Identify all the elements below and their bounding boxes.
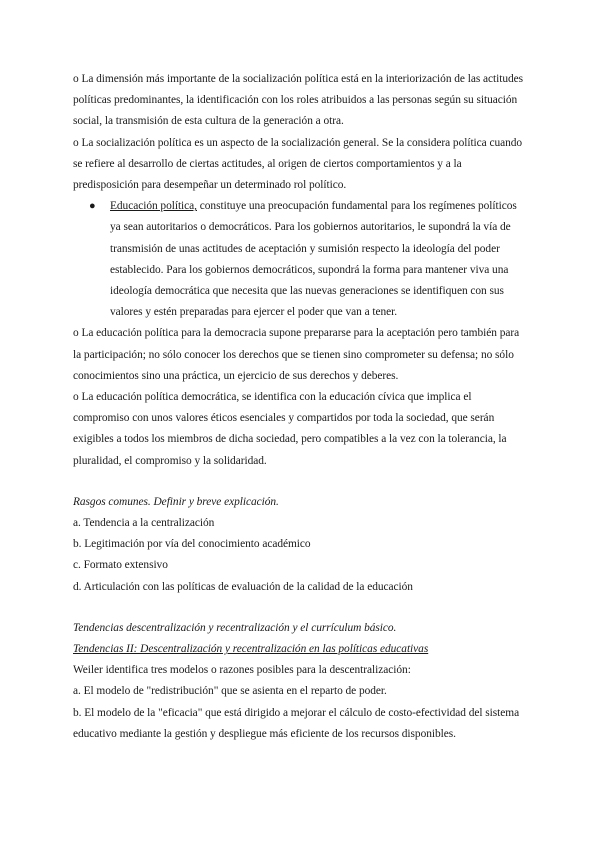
paragraph-democracy-education: o La educación política para la democracia supone prepararse para la aceptación pero también para la participación; no sólo conocer los derechos que se tienen sino comprometer su defensa; no sólo conocimientos sino una práctica, un ejercicio de sus derechos y deberes. <box>73 327 520 382</box>
paragraph-weiler-intro: Weiler identifica tres modelos o razones posibles para la descentralización: <box>73 664 411 677</box>
list-item: b. El modelo de la "eficacia" que está dirigido a mejorar el cálculo de costo-efectividad del sistema educativo mediante la gestión y despliegue más eficiente de los recursos disponibles. <box>73 706 520 740</box>
section-subtitle-tendencies-ii: Tendencias II: Descentralización y recentralización en las políticas educativas <box>73 643 429 656</box>
document-body <box>73 69 529 745</box>
bullet-term: Educación política, <box>110 200 197 213</box>
list-item: c. Formato extensivo <box>73 559 168 572</box>
bullet-dot-icon: ● <box>89 200 96 213</box>
spacer <box>73 472 529 492</box>
bullet-text: constituye una preocupación fundamental para los regímenes políticos ya sean autoritarios o democráticos. Para los gobiernos autoritarios, le supondrá la vía de transmisión de unas actitudes de aceptación y sumisión respecto la ideología del poder establecido. Para los gobiernos democráticos, supondrá la forma para mantener viva una ideología democrática que necesita que las nuevas generaciones se identifiquen con sus valores y estén preparadas para ejercer el poder que van a tener. <box>110 200 517 319</box>
list-item: d. Articulación con las políticas de evaluación de la calidad de la educación <box>73 580 413 593</box>
paragraph-socialization-aspect: o La socialización política es un aspecto de la socialización general. Se la considera política cuando se refiere al desarrollo de ciertas actitudes, al origen de ciertos comportamientos y a la predisposición para desempeñar un determinado rol político. <box>73 136 523 192</box>
list-item: a. Tendencia a la centralización <box>73 517 215 530</box>
bullet-list <box>73 196 529 323</box>
section-title-common-traits: Rasgos comunes. Definir y breve explicación. <box>73 495 279 508</box>
paragraph-civic-education: o La educación política democrática, se identifica con la educación cívica que implica el compromiso con unos valores éticos esenciales y compartidos por toda la sociedad, que serán exigibles a todos los miembros de dicha sociedad, pero compatibles a la vez con la tolerancia, la pluralidad, el compromiso y la solidaridad. <box>73 391 507 467</box>
bullet-item-political-education <box>73 196 529 323</box>
paragraph-socialization-dimension: o La dimensión más importante de la socialización política está en la interiorización de las actitudes políticas predominantes, la identificación con los roles atribuidos a las personas según su situación social, la transmisión de esta cultura de la generación a otra. <box>73 73 524 128</box>
list-item: a. El modelo de "redistribución" que se asienta en el reparto de poder. <box>73 685 387 698</box>
section-title-tendencies: Tendencias descentralización y recentralización y el currículum básico. <box>73 621 397 634</box>
list-item: b. Legitimación por vía del conocimiento académico <box>73 538 311 551</box>
spacer <box>73 598 529 618</box>
